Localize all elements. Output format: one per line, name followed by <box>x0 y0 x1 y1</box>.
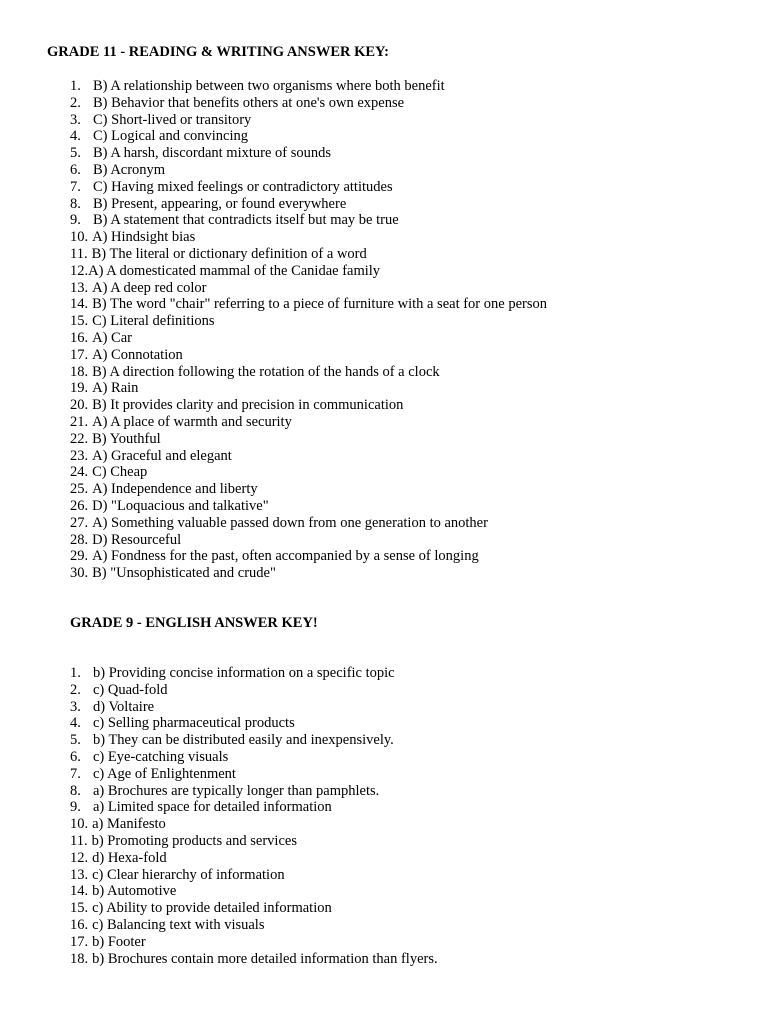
answer-item <box>70 850 438 867</box>
answer-text: A) Fondness for the past, often accompanied by a sense of longing <box>92 548 479 565</box>
answer-item <box>70 917 438 934</box>
answer-item <box>70 179 547 196</box>
answer-item <box>70 162 547 179</box>
answer-list-grade-11 <box>70 78 547 582</box>
answer-text: C) Logical and convincing <box>93 128 249 145</box>
answer-text: c) Quad-fold <box>93 681 168 698</box>
answer-number: 3. <box>70 698 81 715</box>
answer-text: D) "Loquacious and talkative" <box>92 497 269 514</box>
answer-item <box>70 816 438 833</box>
answer-item <box>70 397 547 414</box>
answer-number: 15. <box>70 900 89 917</box>
answer-number: 18. <box>70 950 89 967</box>
answer-text: d) Voltaire <box>93 698 155 715</box>
answer-number: 29. <box>70 548 89 565</box>
answer-item <box>70 280 547 297</box>
answer-number: 28. <box>70 531 89 548</box>
answer-item <box>70 128 547 145</box>
answer-text: c) Eye-catching visuals <box>93 748 229 765</box>
answer-text: b) Brochures contain more detailed information than flyers. <box>92 950 438 967</box>
answer-text: B) A statement that contradicts itself but may be true <box>93 212 399 229</box>
answer-item <box>70 246 547 263</box>
answer-item <box>70 833 438 850</box>
answer-number: 26. <box>70 497 89 514</box>
answer-text: c) Selling pharmaceutical products <box>93 715 295 732</box>
answer-number: 22. <box>70 430 89 447</box>
answer-text: c) Clear hierarchy of information <box>92 866 285 883</box>
answer-item <box>70 95 547 112</box>
answer-text: A) Hindsight bias <box>92 229 196 246</box>
answer-item <box>70 883 438 900</box>
answer-number: 10. <box>70 816 89 833</box>
answer-number: 27. <box>70 514 89 531</box>
answer-item <box>70 448 547 465</box>
answer-number: 1. <box>70 78 81 94</box>
answer-text: b) Automotive <box>92 883 177 900</box>
answer-item <box>70 330 547 347</box>
answer-text: A) Connotation <box>92 346 183 363</box>
answer-number: 20. <box>70 397 89 414</box>
answer-item <box>70 783 438 800</box>
answer-text: B) It provides clarity and precision in communication <box>92 397 404 414</box>
answer-text: B) Behavior that benefits others at one's own expense <box>93 94 405 111</box>
answer-number: 14. <box>70 883 89 900</box>
answer-item <box>70 481 547 498</box>
answer-item <box>70 380 547 397</box>
answer-text: A) A place of warmth and security <box>92 413 292 430</box>
answer-text: B) Youthful <box>92 430 161 447</box>
answer-text: C) Cheap <box>92 464 148 481</box>
answer-text: A) Independence and liberty <box>92 481 258 498</box>
answer-item <box>70 749 438 766</box>
answer-text: a) Limited space for detailed information <box>93 799 332 816</box>
answer-text: C) Literal definitions <box>92 313 215 330</box>
answer-item <box>70 347 547 364</box>
answer-number: 7. <box>70 765 81 782</box>
answer-text: B) The literal or dictionary definition of a word <box>91 245 367 262</box>
answer-number: 11. <box>70 832 88 849</box>
answer-item <box>70 732 438 749</box>
answer-item <box>70 229 547 246</box>
answer-item <box>70 934 438 951</box>
answer-list-grade-9 <box>70 665 438 967</box>
answer-number: 14. <box>70 296 89 313</box>
answer-item <box>70 515 547 532</box>
answer-number: 9. <box>70 799 81 816</box>
answer-number: 25. <box>70 481 89 498</box>
answer-number: 13. <box>70 866 89 883</box>
answer-number: 2. <box>70 681 81 698</box>
answer-item <box>70 766 438 783</box>
answer-number: 12. <box>70 849 89 866</box>
answer-item <box>70 212 547 229</box>
answer-number: 18. <box>70 363 89 380</box>
answer-number: 16. <box>70 329 89 346</box>
answer-number: 2. <box>70 94 81 111</box>
answer-number: 10. <box>70 229 89 246</box>
answer-text: b) Providing concise information on a specific topic <box>93 665 395 681</box>
answer-item <box>70 464 547 481</box>
answer-number: 6. <box>70 161 81 178</box>
answer-number: 6. <box>70 748 81 765</box>
answer-item <box>70 263 547 280</box>
answer-number: 24. <box>70 464 89 481</box>
answer-number: 12. <box>70 262 89 279</box>
answer-text: c) Ability to provide detailed information <box>92 900 332 917</box>
answer-number: 19. <box>70 380 89 397</box>
answer-text: c) Balancing text with visuals <box>92 916 265 933</box>
answer-item <box>70 532 547 549</box>
answer-item <box>70 431 547 448</box>
answer-number: 17. <box>70 933 89 950</box>
answer-number: 1. <box>70 665 81 681</box>
answer-number: 17. <box>70 346 89 363</box>
answer-number: 30. <box>70 565 89 582</box>
answer-item <box>70 296 547 313</box>
answer-text: A) Car <box>92 329 132 346</box>
section-title-grade-11: GRADE 11 - READING & WRITING ANSWER KEY: <box>47 44 390 60</box>
answer-text: d) Hexa-fold <box>92 849 167 866</box>
answer-number: 21. <box>70 413 89 430</box>
answer-item <box>70 414 547 431</box>
answer-item <box>70 145 547 162</box>
answer-text: B) "Unsophisticated and crude" <box>92 565 276 582</box>
answer-text: b) Promoting products and services <box>91 832 297 849</box>
answer-text: A) A domesticated mammal of the Canidae family <box>88 262 381 279</box>
answer-number: 8. <box>70 782 81 799</box>
answer-item <box>70 548 547 565</box>
answer-text: B) A relationship between two organisms where both benefit <box>93 78 445 94</box>
section-title-grade-9: GRADE 9 - ENGLISH ANSWER KEY! <box>70 615 318 631</box>
answer-text: c) Age of Enlightenment <box>93 765 236 782</box>
answer-text: B) Present, appearing, or found everywhere <box>93 195 347 212</box>
answer-text: C) Having mixed feelings or contradictory attitudes <box>93 178 393 195</box>
answer-number: 16. <box>70 916 89 933</box>
answer-text: A) Graceful and elegant <box>92 447 232 464</box>
answer-item <box>70 112 547 129</box>
answer-number: 7. <box>70 178 81 195</box>
answer-item <box>70 682 438 699</box>
answer-item <box>70 699 438 716</box>
answer-text: B) The word "chair" referring to a piece of furniture with a seat for one person <box>92 296 547 313</box>
answer-number: 13. <box>70 279 89 296</box>
answer-item <box>70 498 547 515</box>
answer-text: a) Manifesto <box>92 816 166 833</box>
answer-text: A) A deep red color <box>92 279 207 296</box>
answer-item <box>70 78 547 95</box>
answer-item <box>70 196 547 213</box>
answer-number: 4. <box>70 715 81 732</box>
answer-text: b) Footer <box>92 933 146 950</box>
answer-text: A) Rain <box>92 380 139 397</box>
answer-number: 3. <box>70 111 81 128</box>
answer-number: 9. <box>70 212 81 229</box>
answer-text: D) Resourceful <box>92 531 182 548</box>
answer-text: a) Brochures are typically longer than pamphlets. <box>93 782 380 799</box>
answer-item <box>70 951 438 968</box>
answer-text: C) Short-lived or transitory <box>93 111 252 128</box>
answer-text: B) Acronym <box>93 161 166 178</box>
answer-item <box>70 799 438 816</box>
answer-item <box>70 867 438 884</box>
answer-number: 4. <box>70 128 81 145</box>
answer-item <box>70 665 438 682</box>
answer-item <box>70 565 547 582</box>
answer-item <box>70 715 438 732</box>
answer-number: 23. <box>70 447 89 464</box>
answer-text: b) They can be distributed easily and inexpensively. <box>93 732 394 749</box>
answer-number: 8. <box>70 195 81 212</box>
answer-text: A) Something valuable passed down from one generation to another <box>92 514 488 531</box>
answer-item <box>70 364 547 381</box>
answer-number: 11. <box>70 245 88 262</box>
answer-item <box>70 900 438 917</box>
answer-number: 5. <box>70 145 81 162</box>
answer-item <box>70 313 547 330</box>
answer-text: B) A harsh, discordant mixture of sounds <box>93 145 332 162</box>
answer-number: 5. <box>70 732 81 749</box>
answer-text: B) A direction following the rotation of the hands of a clock <box>92 363 440 380</box>
answer-number: 15. <box>70 313 89 330</box>
